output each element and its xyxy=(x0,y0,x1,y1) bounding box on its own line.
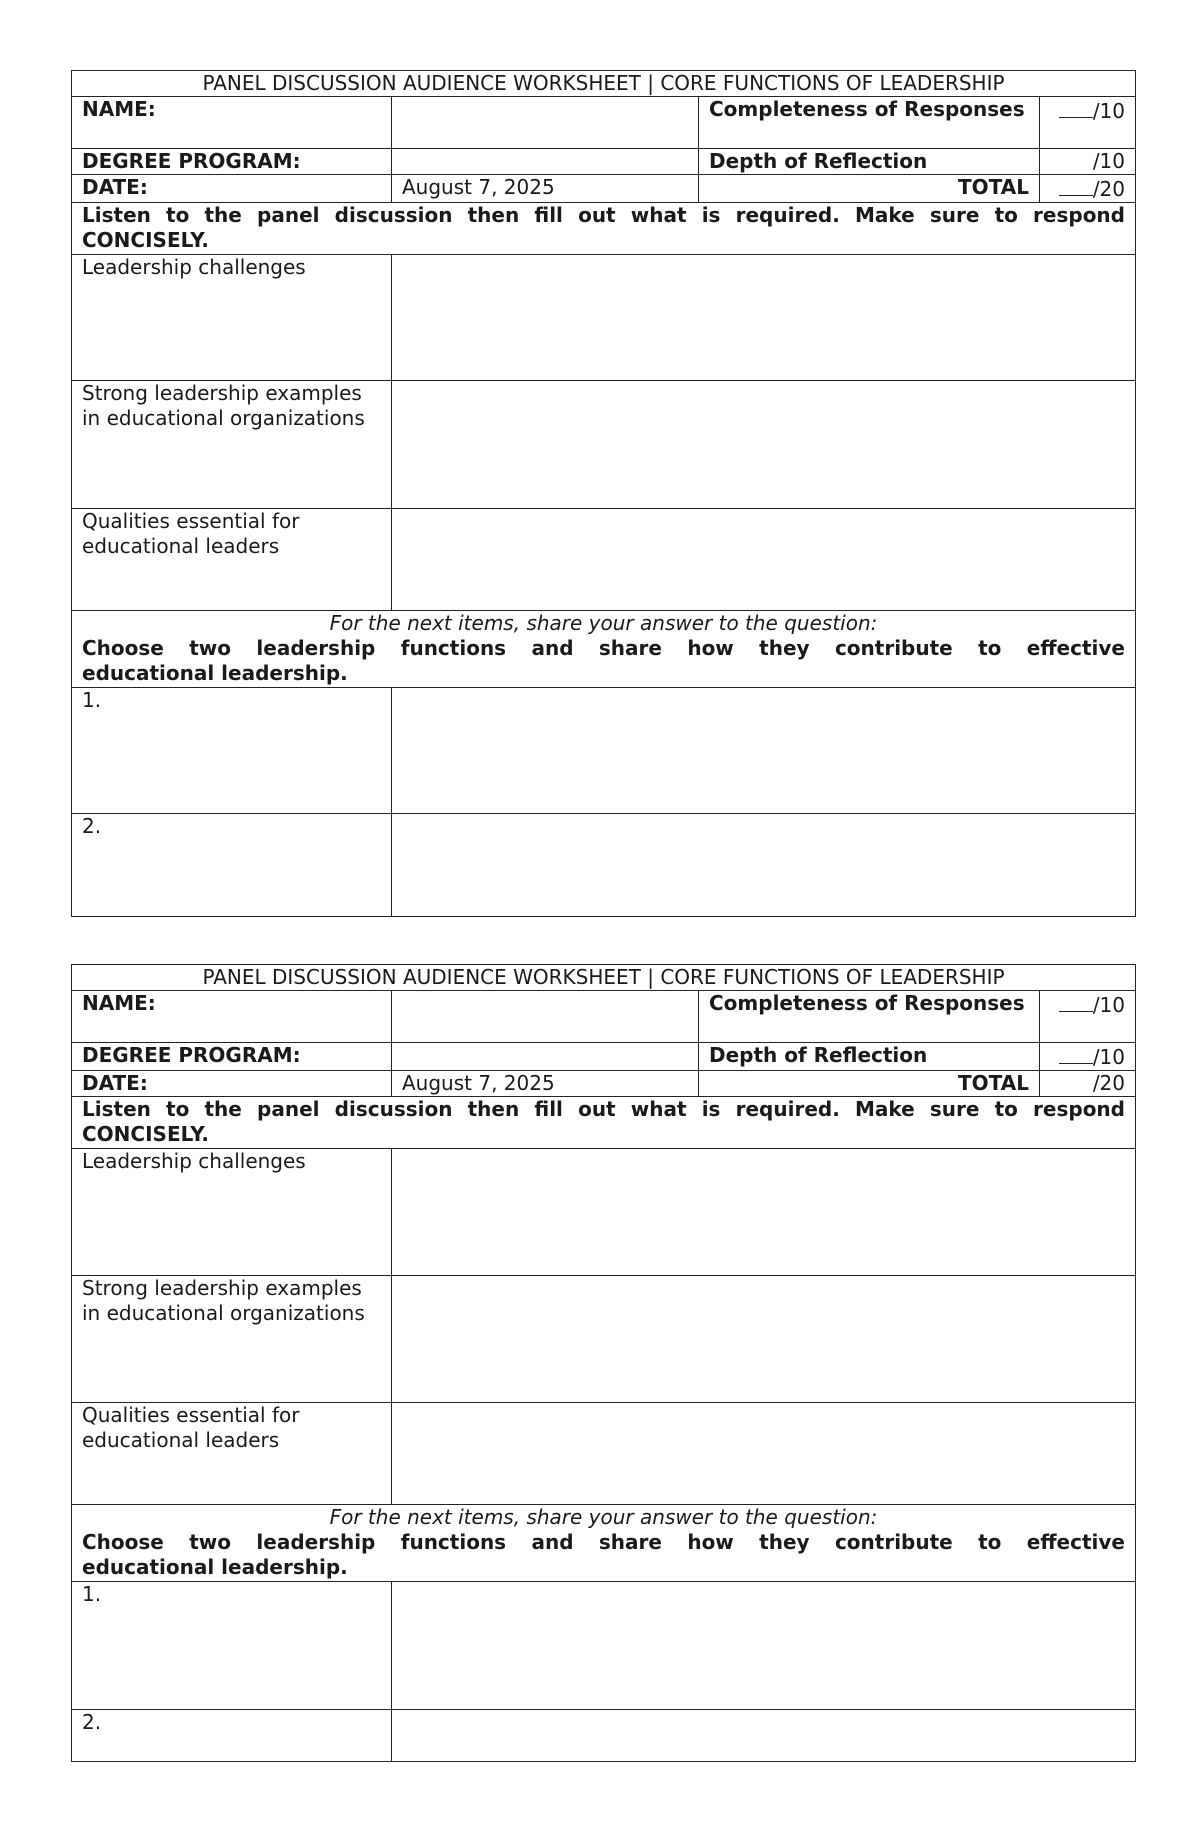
criterion-depth-label: Depth of Reflection xyxy=(699,149,1040,175)
degree-program-field[interactable] xyxy=(392,149,699,175)
answer-strong-leadership-examples[interactable] xyxy=(392,1276,1136,1403)
criterion-completeness-label: Completeness of Responses xyxy=(699,991,1040,1043)
total-label: TOTAL xyxy=(699,1071,1040,1097)
prompt-strong-leadership-examples: Strong leadership examples in educational organizations xyxy=(72,381,392,509)
question-line-2: educational leadership. xyxy=(82,661,348,685)
question-line-1: Choose two leadership functions and share how they contribute to effective xyxy=(82,1530,1125,1554)
instructions-line-2: CONCISELY. xyxy=(82,228,210,252)
name-field[interactable] xyxy=(392,991,699,1043)
answer-leadership-challenges[interactable] xyxy=(392,255,1136,381)
worksheet-1 xyxy=(71,70,1136,917)
total-score[interactable] xyxy=(1040,175,1136,203)
degree-program-label: DEGREE PROGRAM: xyxy=(72,149,392,175)
prompt-leadership-challenges: Leadership challenges xyxy=(72,1149,392,1276)
question-line-1: Choose two leadership functions and share how they contribute to effective xyxy=(82,636,1125,660)
prompt-essential-qualities: Qualities essential for educational leaders xyxy=(72,509,392,611)
next-items-note: For the next items, share your answer to the question: xyxy=(329,1505,878,1529)
criterion-completeness-score[interactable] xyxy=(1040,97,1136,149)
instructions-line-1: Listen to the panel discussion then fill out what is required. Make sure to respond xyxy=(82,203,1125,227)
worksheet-title: PANEL DISCUSSION AUDIENCE WORKSHEET | CORE FUNCTIONS OF LEADERSHIP xyxy=(72,71,1136,97)
criterion-completeness-score[interactable] xyxy=(1040,991,1136,1043)
item-number-2: 2. xyxy=(72,1710,392,1762)
answer-item-2[interactable] xyxy=(392,814,1136,917)
question-line-2: educational leadership. xyxy=(82,1555,348,1579)
score-blank xyxy=(1059,1043,1093,1064)
criterion-depth-label: Depth of Reflection xyxy=(699,1043,1040,1071)
date-value: August 7, 2025 xyxy=(392,1071,699,1097)
instructions-line-1: Listen to the panel discussion then fill out what is required. Make sure to respond xyxy=(82,1097,1125,1121)
total-label: TOTAL xyxy=(699,175,1040,203)
item-number-1: 1. xyxy=(72,688,392,814)
instructions-line-2: CONCISELY. xyxy=(82,1122,210,1146)
item-number-1: 1. xyxy=(72,1582,392,1710)
question-block xyxy=(72,1505,1136,1582)
prompt-strong-leadership-examples: Strong leadership examples in educational organizations xyxy=(72,1276,392,1403)
prompt-leadership-challenges: Leadership challenges xyxy=(72,255,392,381)
answer-essential-qualities[interactable] xyxy=(392,1403,1136,1505)
criterion-depth-score[interactable] xyxy=(1040,1043,1136,1071)
criterion-completeness-label: Completeness of Responses xyxy=(699,97,1040,149)
score-max: /10 xyxy=(1092,1045,1125,1069)
name-label: NAME: xyxy=(72,97,392,149)
degree-program-label: DEGREE PROGRAM: xyxy=(72,1043,392,1071)
worksheet-title: PANEL DISCUSSION AUDIENCE WORKSHEET | CORE FUNCTIONS OF LEADERSHIP xyxy=(72,965,1136,991)
score-max: /20 xyxy=(1092,177,1125,201)
date-value: August 7, 2025 xyxy=(392,175,699,203)
score-blank xyxy=(1059,991,1093,1012)
instructions xyxy=(72,1097,1136,1149)
total-score[interactable]: /20 xyxy=(1040,1071,1136,1097)
criterion-depth-score[interactable]: /10 xyxy=(1040,149,1136,175)
answer-leadership-challenges[interactable] xyxy=(392,1149,1136,1276)
answer-strong-leadership-examples[interactable] xyxy=(392,381,1136,509)
score-blank xyxy=(1059,97,1093,118)
degree-program-field[interactable] xyxy=(392,1043,699,1071)
answer-item-1[interactable] xyxy=(392,688,1136,814)
score-blank xyxy=(1059,175,1093,196)
name-field[interactable] xyxy=(392,97,699,149)
item-number-2: 2. xyxy=(72,814,392,917)
prompt-essential-qualities: Qualities essential for educational leaders xyxy=(72,1403,392,1505)
score-max: /10 xyxy=(1092,993,1125,1017)
next-items-note: For the next items, share your answer to the question: xyxy=(329,611,878,635)
date-label: DATE: xyxy=(72,1071,392,1097)
instructions xyxy=(72,203,1136,255)
answer-essential-qualities[interactable] xyxy=(392,509,1136,611)
date-label: DATE: xyxy=(72,175,392,203)
name-label: NAME: xyxy=(72,991,392,1043)
answer-item-2[interactable] xyxy=(392,1710,1136,1762)
score-max: /10 xyxy=(1092,99,1125,123)
question-block xyxy=(72,611,1136,688)
answer-item-1[interactable] xyxy=(392,1582,1136,1710)
worksheet-2 xyxy=(71,964,1136,1762)
